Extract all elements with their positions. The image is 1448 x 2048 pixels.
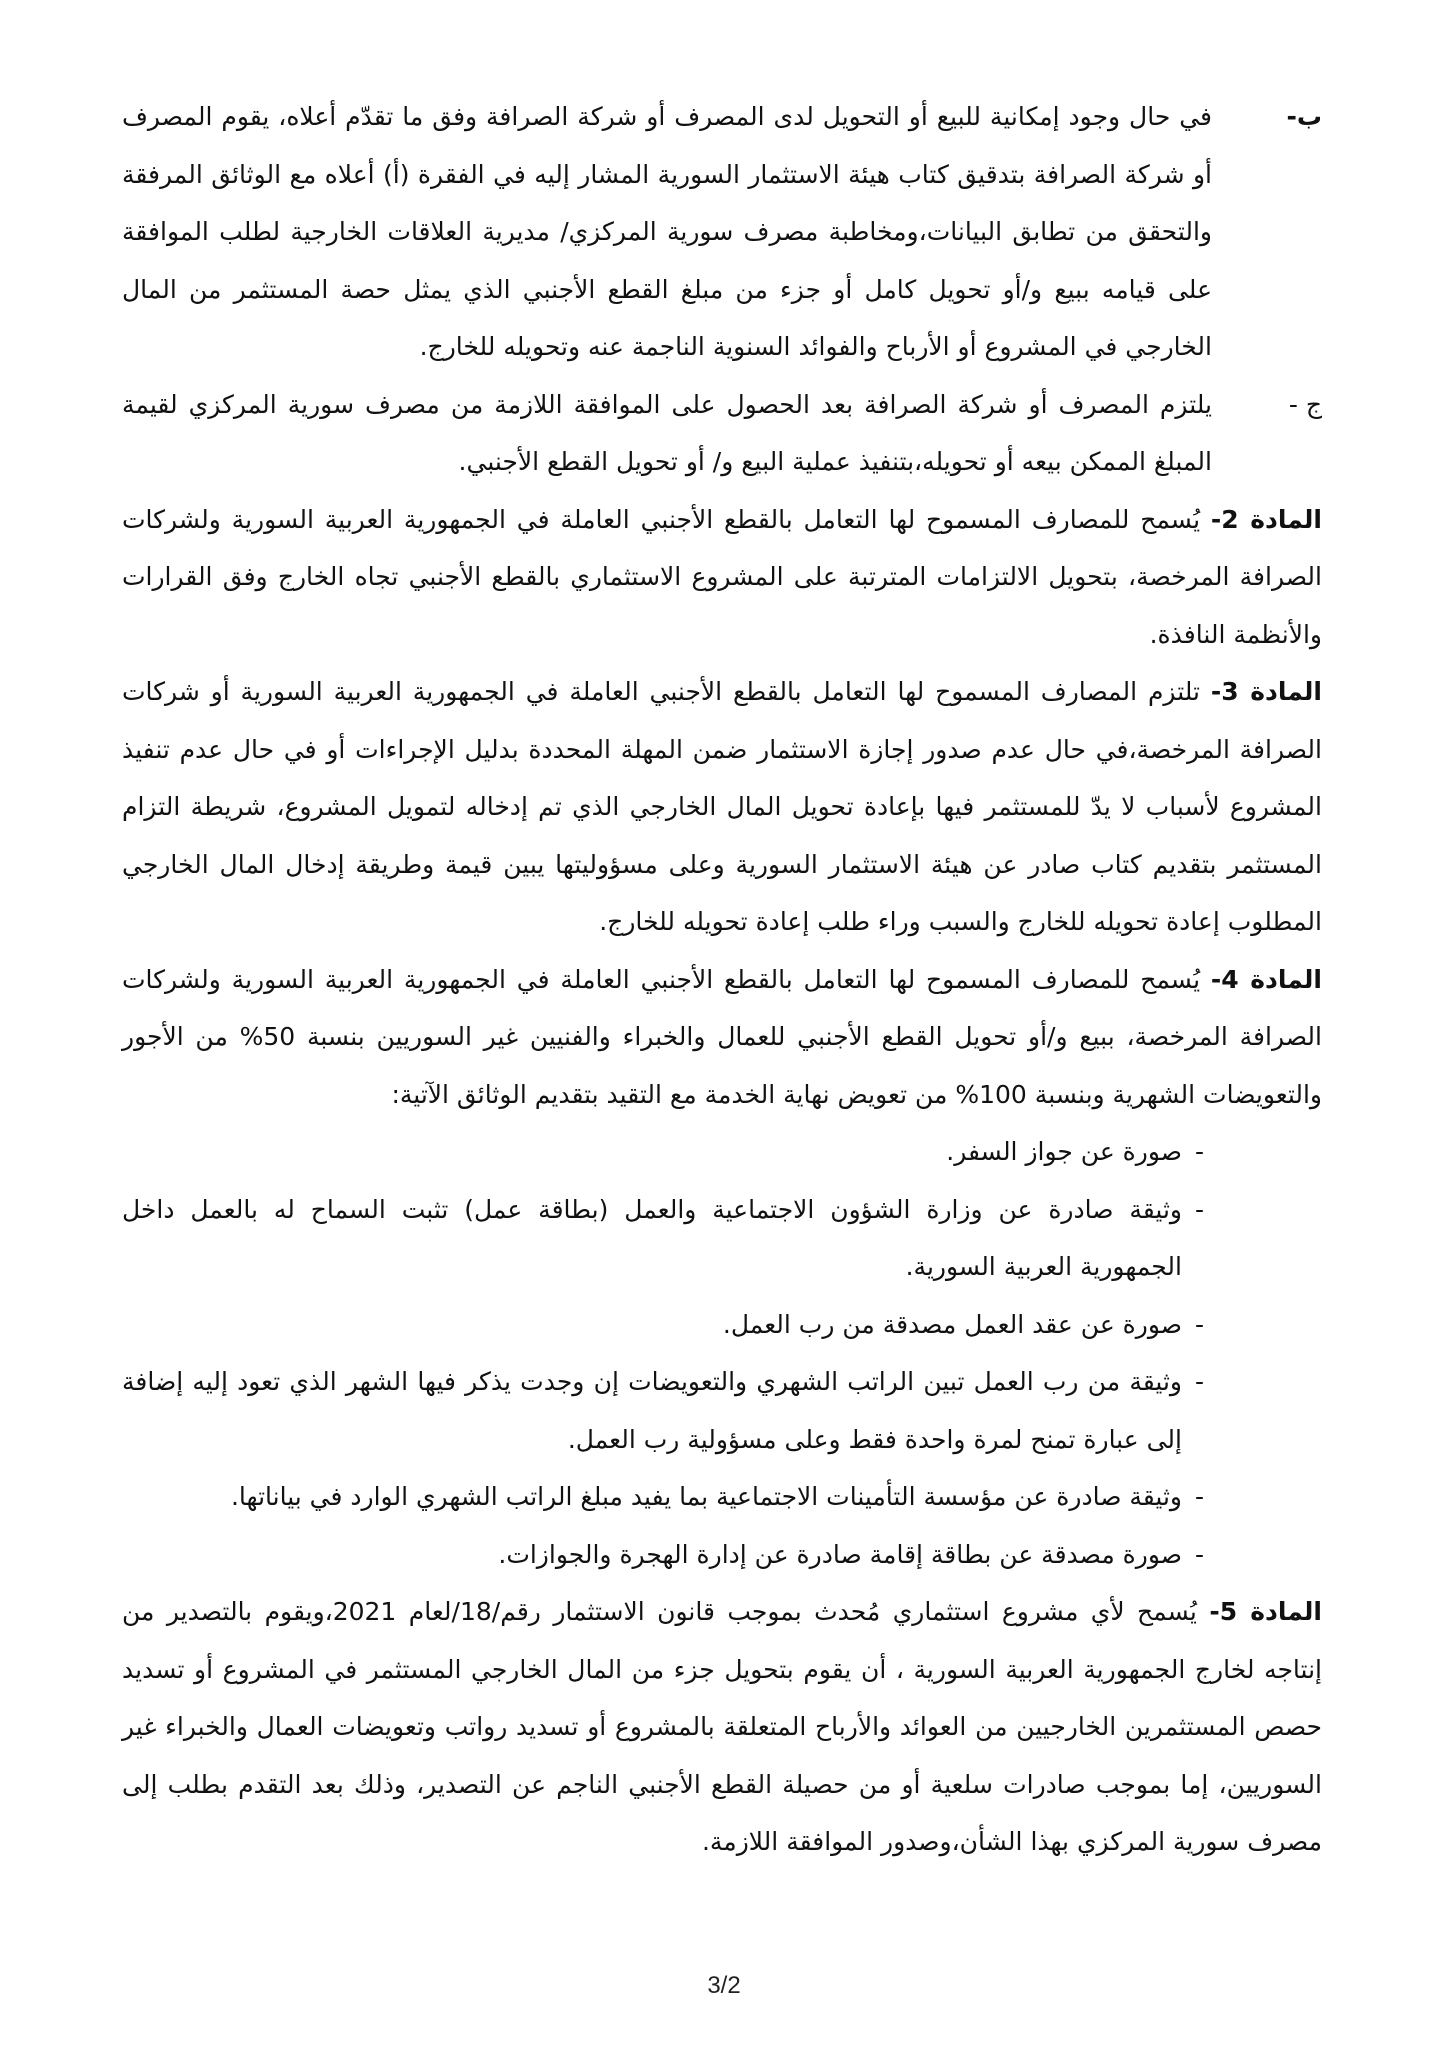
article-4-label: المادة 4- — [1210, 964, 1322, 994]
article-3-label: المادة 3- — [1210, 677, 1322, 706]
bullet-dash: - — [1194, 1367, 1204, 1396]
bullet-dash: - — [1194, 1137, 1204, 1166]
article-2-text: يُسمح للمصارف المسموح لها التعامل بالقطع الأجنبي العاملة في الجمهورية العربية السورية ولشركات الصرافة المرخصة، بتحويل الالتزامات المترتبة على المشروع الاستثماري بالقطع الأجنبي تجاه الخارج وفق القرارات والأنظمة النافذة. — [122, 504, 1322, 649]
clause-j-text: يلتزم المصرف أو شركة الصرافة بعد الحصول على الموافقة اللازمة من مصرف سورية المركزي لقيمة المبلغ الممكن بيعه أو تحويله،بتنفيذ عملية البيع و/ أو تحويل القطع الأجنبي. — [122, 389, 1212, 476]
list-item — [122, 1526, 1204, 1584]
page-number: 3/2 — [707, 1972, 741, 1999]
list-item — [122, 1468, 1204, 1526]
document-item-text: وثيقة صادرة عن مؤسسة التأمينات الاجتماعية بما يفيد مبلغ الراتب الشهري الوارد في بياناتها. — [230, 1482, 1182, 1511]
article-5-text: يُسمح لأي مشروع استثماري مُحدث بموجب قانون الاستثمار رقم/18/لعام 2021،ويقوم بالتصدير من إنتاجه لخارج الجمهورية العربية السورية ، أن يقوم بتحويل جزء من المال الخارجي المستثمر في المشروع أو تسديد حصص المستثمرين الخارجيين من العوائد والأرباح المتعلقة بالمشروع أو تسديد رواتب وتعويضات العمال والخبراء غير السوريين، إما بموجب صادرات سلعية أو من حصيلة القطع الأجنبي الناجم عن التصدير، وذلك بعد التقدم بطلب إلى مصرف سورية المركزي بهذا الشأن،وصدور الموافقة اللازمة. — [122, 1597, 1322, 1856]
document-item-text: صورة مصدقة عن بطاقة إقامة صادرة عن إدارة الهجرة والجوازات. — [498, 1539, 1182, 1569]
article-4 — [122, 951, 1322, 1584]
clause-j — [122, 376, 1322, 491]
clause-b-marker: ب- — [1286, 102, 1322, 131]
list-item — [122, 1296, 1204, 1354]
list-item — [122, 1123, 1204, 1181]
bullet-dash: - — [1194, 1194, 1204, 1224]
list-item — [122, 1353, 1204, 1468]
bullet-dash: - — [1194, 1309, 1204, 1339]
bullet-dash: - — [1194, 1482, 1204, 1511]
article-2 — [122, 491, 1322, 664]
clause-b-text: في حال وجود إمكانية للبيع أو التحويل لدى المصرف أو شركة الصرافة وفق ما تقدّم أعلاه، يقوم المصرف أو شركة الصرافة بتدقيق كتاب هيئة الاستثمار السورية المشار إليه في الفقرة (أ) أعلاه مع الوثائق المرفقة والتحقق من تطابق البيانات،ومخاطبة مصرف سورية المركزي/ مديرية العلاقات الخارجية لطلب الموافقة على قيامه ببيع و/أو تحويل كامل أو جزء من مبلغ القطع الأجنبي الذي يمثل حصة المستثمر من المال الخارجي في المشروع أو الأرباح والفوائد السنوية الناجمة عنه وتحويله للخارج. — [122, 102, 1212, 361]
document-item-text: وثيقة من رب العمل تبين الراتب الشهري والتعويضات إن وجدت يذكر فيها الشهر الذي تعود إليه إضافة إلى عبارة تمنح لمرة واحدة فقط وعلى مسؤولية رب العمل. — [122, 1367, 1182, 1454]
list-item — [122, 1181, 1204, 1296]
article-3-text: تلتزم المصارف المسموح لها التعامل بالقطع الأجنبي العاملة في الجمهورية العربية السورية أو شركات الصرافة المرخصة،في حال عدم صدور إجازة الاستثمار ضمن المهلة المحددة بدليل الإجراءات أو في حال عدم تنفيذ المشروع لأسباب لا يدّ للمستثمر فيها بإعادة تحويل المال الخارجي الذي تم إدخاله لتمويل المشروع، شريطة التزام المستثمر بتقديم كتاب صادر عن هيئة الاستثمار السورية وعلى مسؤوليتها يبين قيمة وطريقة إدخال المال الخارجي المطلوب إعادة تحويله للخارج والسبب وراء طلب إعادة تحويله للخارج. — [122, 677, 1322, 936]
clause-b — [122, 88, 1322, 376]
document-item-text: صورة عن جواز السفر. — [946, 1137, 1182, 1166]
document-item-text: صورة عن عقد العمل مصدقة من رب العمل. — [722, 1309, 1182, 1339]
article-2-label: المادة 2- — [1210, 504, 1322, 534]
article-3 — [122, 663, 1322, 951]
article-5 — [122, 1583, 1322, 1871]
clause-j-marker: ج - — [1288, 389, 1322, 419]
required-documents-list — [122, 1123, 1322, 1583]
document-item-text: وثيقة صادرة عن وزارة الشؤون الاجتماعية والعمل (بطاقة عمل) تثبت السماح له بالعمل داخل الجمهورية العربية السورية. — [122, 1194, 1182, 1281]
article-4-text: يُسمح للمصارف المسموح لها التعامل بالقطع الأجنبي العاملة في الجمهورية العربية السورية ولشركات الصرافة المرخصة، ببيع و/أو تحويل القطع الأجنبي للعمال والخبراء والفنيين غير السوريين بنسبة 50% من الأجور والتعويضات الشهرية وبنسبة 100% من تعويض نهاية الخدمة مع التقيد بتقديم الوثائق الآتية: — [122, 964, 1322, 1109]
bullet-dash: - — [1194, 1539, 1204, 1569]
article-5-label: المادة 5- — [1209, 1597, 1322, 1626]
document-page — [122, 88, 1322, 1871]
